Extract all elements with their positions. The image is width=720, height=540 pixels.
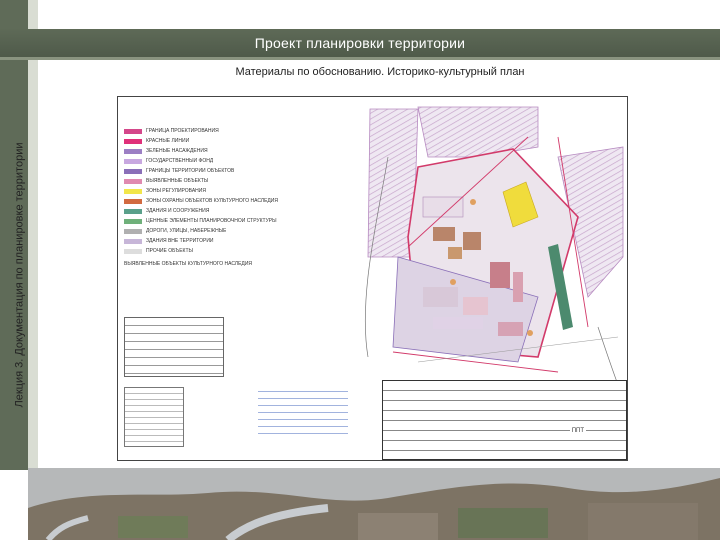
legend-label: ЗДАНИЯ И СООРУЖЕНИЯ: [146, 208, 210, 214]
page-title: Проект планировки территории: [254, 35, 466, 51]
building: [433, 227, 455, 241]
header-bar: [0, 29, 720, 57]
legend-label: ВЫЯВЛЕННЫЕ ОБЪЕКТЫ: [146, 178, 209, 184]
legend-label: ЗЕЛЕНЫЕ НАСАЖДЕНИЯ: [146, 148, 208, 154]
urban-area: [588, 503, 698, 540]
legend-label: ГОСУДАРСТВЕННЫЙ ФОНД: [146, 158, 214, 164]
urban-area: [358, 513, 438, 540]
aerial-map-strip: [28, 468, 720, 540]
hatched-block-top: [418, 107, 538, 157]
legend-label: ГРАНИЦЫ ТЕРРИТОРИЙ ОБЪЕКТОВ: [146, 168, 235, 174]
building: [433, 317, 483, 329]
green-area: [118, 516, 188, 538]
legend-label: ЗОНЫ ОХРАНЫ ОБЪЕКТОВ КУЛЬТУРНОГО НАСЛЕДИЯ: [146, 198, 278, 204]
plan-drawing: [117, 96, 628, 461]
object-marker: [470, 199, 476, 205]
legend-label: ДОРОГИ, УЛИЦЫ, НАБЕРЕЖНЫЕ: [146, 228, 227, 234]
legend-label: ГРАНИЦА ПРОЕКТИРОВАНИЯ: [146, 128, 219, 134]
object-marker: [450, 279, 456, 285]
legend-label: ЦЕННЫЕ ЭЛЕМЕНТЫ ПЛАНИРОВОЧНОЙ СТРУКТУРЫ: [146, 218, 277, 224]
legend-label: ЗОНЫ РЕГУЛИРОВАНИЯ: [146, 188, 206, 194]
building: [498, 322, 523, 336]
building: [490, 262, 510, 288]
legend-subtitle: ВЫЯВЛЕННЫЕ ОБЪЕКТЫ КУЛЬТУРНОГО НАСЛЕДИЯ: [124, 261, 253, 267]
building: [423, 287, 458, 307]
building: [448, 247, 462, 259]
green-area: [458, 508, 548, 538]
title-block-label: ППТ: [571, 428, 584, 434]
aerial-map-svg: [28, 468, 720, 540]
building: [463, 297, 488, 315]
title-block: [382, 380, 627, 460]
building: [423, 197, 463, 217]
object-marker: [527, 330, 533, 336]
legend-label: ПРОЧИЕ ОБЪЕКТЫ: [146, 248, 193, 254]
legend-label: КРАСНЫЕ ЛИНИИ: [146, 138, 190, 144]
building: [463, 232, 481, 250]
legend-label: ЗДАНИЯ ВНЕ ТЕРРИТОРИИ: [146, 238, 214, 244]
building: [513, 272, 523, 302]
vertical-caption-text: Лекция 3. Документация по планировке территории: [13, 142, 25, 408]
slide-subtitle: Материалы по обоснованию. Историко-культурный план: [235, 66, 525, 78]
vertical-caption: [0, 90, 38, 460]
header-underline: [0, 57, 720, 60]
